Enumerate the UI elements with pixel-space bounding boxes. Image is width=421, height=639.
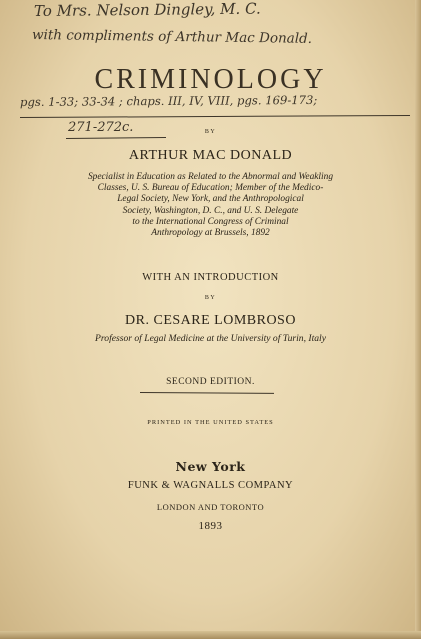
publisher-cities: LONDON AND TORONTO xyxy=(156,502,265,512)
edition-underline xyxy=(140,392,274,394)
inscription-pages-note-1: pgs. 1-33; 33-34 ; chaps. III, IV, VIII, pgs. 169-173; xyxy=(19,92,318,109)
author-credentials-line: Classes, U. S. Bureau of Education; Member of the Medico- xyxy=(97,183,324,194)
page-edge-bottom xyxy=(0,631,421,639)
page-edge-right xyxy=(415,0,421,639)
inscription-pages-note-2: 271-272c. xyxy=(68,120,134,135)
author-credentials-line: to the International Congress of Criminal xyxy=(132,216,289,227)
intro-author-name: DR. CESARE LOMBROSO xyxy=(125,313,296,328)
inscription-line-2: with compliments of Arthur Mac Donald. xyxy=(31,27,313,47)
publisher-city: New York xyxy=(175,459,246,474)
book-title: CRIMINOLOGY xyxy=(94,64,327,95)
author-credentials xyxy=(0,172,421,239)
intro-author-credentials: Professor of Legal Medicine at the University of Turin, Italy xyxy=(95,333,326,344)
author-credentials-line: Legal Society, New York, and the Anthropological xyxy=(117,194,304,205)
printed-note: PRINTED IN THE UNITED STATES xyxy=(147,419,274,426)
pages-note-underline xyxy=(20,115,410,118)
author-credentials-line: Society, Washington, D. C., and U. S. Delegate xyxy=(122,205,299,216)
by-label: BY xyxy=(204,129,217,135)
edition-label: SECOND EDITION. xyxy=(166,377,255,387)
inscription-line-1: To Mrs. Nelson Dingley, M. C. xyxy=(33,0,261,20)
author-credentials-line: Anthropology at Brussels, 1892 xyxy=(151,228,270,239)
author-credentials-line: Specialist in Education as Related to the Abnormal and Weakling xyxy=(87,172,334,182)
introduction-line: WITH AN INTRODUCTION xyxy=(142,272,279,283)
pages-note-2-underline xyxy=(66,137,166,139)
author-name: ARTHUR MAC DONALD xyxy=(128,148,293,163)
publisher-name: FUNK & WAGNALLS COMPANY xyxy=(127,480,294,491)
publication-year: 1893 xyxy=(198,520,223,532)
by-label-2: BY xyxy=(204,295,217,301)
